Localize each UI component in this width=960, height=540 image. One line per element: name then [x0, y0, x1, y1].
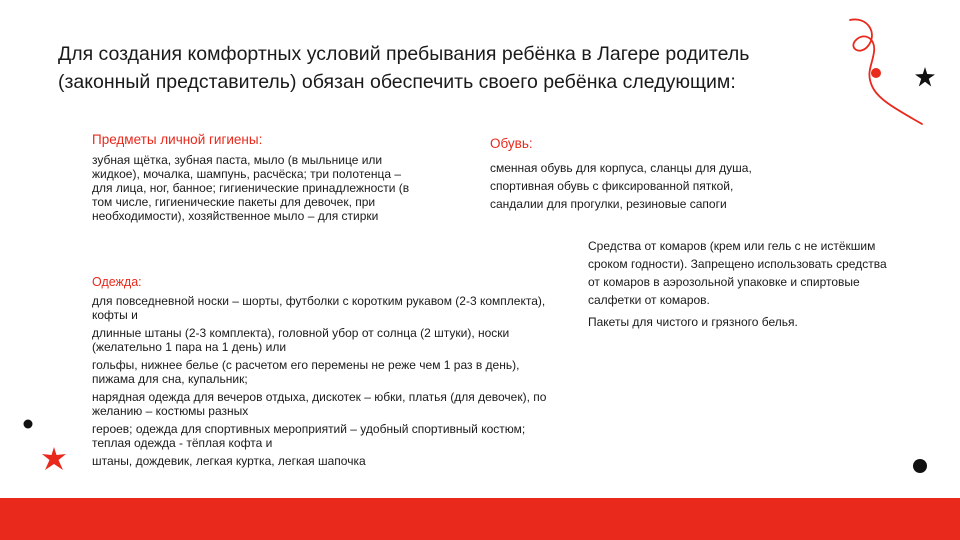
title-line-1: Для создания комфортных условий пребывания ребёнка в Лагере родитель [58, 43, 750, 65]
bags-text: Пакеты для чистого и грязного белья. [588, 315, 798, 329]
shoes-text [490, 159, 810, 213]
clothes-paragraph: героев; одежда для спортивных мероприятий – удобный спортивный костюм; теплая одежда - тёплая кофта и [92, 422, 526, 450]
clothes-paragraph: длинные штаны (2-3 комплекта), головной убор от солнца (2 штуки), носки (желательно 1 пара на 1 день) или [92, 326, 510, 354]
shoes-heading: Обувь: [490, 136, 533, 151]
hygiene-section [92, 131, 422, 223]
clothes-paragraph: для повседневной носки – шорты, футболки с коротким рукавом (2-3 комплекта), кофты и [92, 294, 546, 322]
clothes-paragraph: нарядная одежда для вечеров отдыха, дискотек – юбки, платья (для девочек), по желанию – костюмы разных [92, 390, 547, 418]
clothes-paragraph: штаны, дождевик, легкая куртка, легкая шапочка [92, 454, 366, 468]
page-title [58, 40, 858, 96]
clothes-heading: Одежда: [92, 275, 142, 289]
footer-bar [0, 498, 960, 540]
mosquito-text: Средства от комаров (крем или гель с не истёкшим сроком годности). Запрещено использовать средства от комаров в аэрозольной упаковке и спиртовые салфетки от комаров. [588, 239, 887, 307]
shoes-line: сандалии для прогулки, резиновые сапоги [490, 197, 727, 211]
black-dot-icon [22, 418, 34, 430]
clothes-text [92, 294, 562, 468]
shoes-line: сменная обувь для корпуса, сланцы для душа, [490, 161, 752, 175]
shoes-line: спортивная обувь с фиксированной пяткой, [490, 179, 734, 193]
shoes-section [490, 135, 810, 213]
black-dot-icon [911, 457, 929, 475]
black-star-icon [914, 66, 936, 88]
clothes-section [92, 274, 562, 472]
clothes-paragraph: гольфы, нижнее белье (с расчетом его перемены не реже чем 1 раз в день), пижама для сна, купальник; [92, 358, 520, 386]
hygiene-heading: Предметы личной гигиены: [92, 132, 263, 147]
title-line-2: (законный представитель) обязан обеспечить своего ребёнка следующим: [58, 71, 736, 93]
extra-section [588, 237, 898, 335]
hygiene-text: зубная щётка, зубная паста, мыло (в мыльнице или жидкое), мочалка, шампунь, расчёска; три полотенца – для лица, ног, банное; гигиенические принадлежности (в том числе, гигиенические пакеты для девочек, при необходимости), хозяйственное мыло – для стирки [92, 153, 410, 223]
red-star-icon [40, 446, 68, 472]
